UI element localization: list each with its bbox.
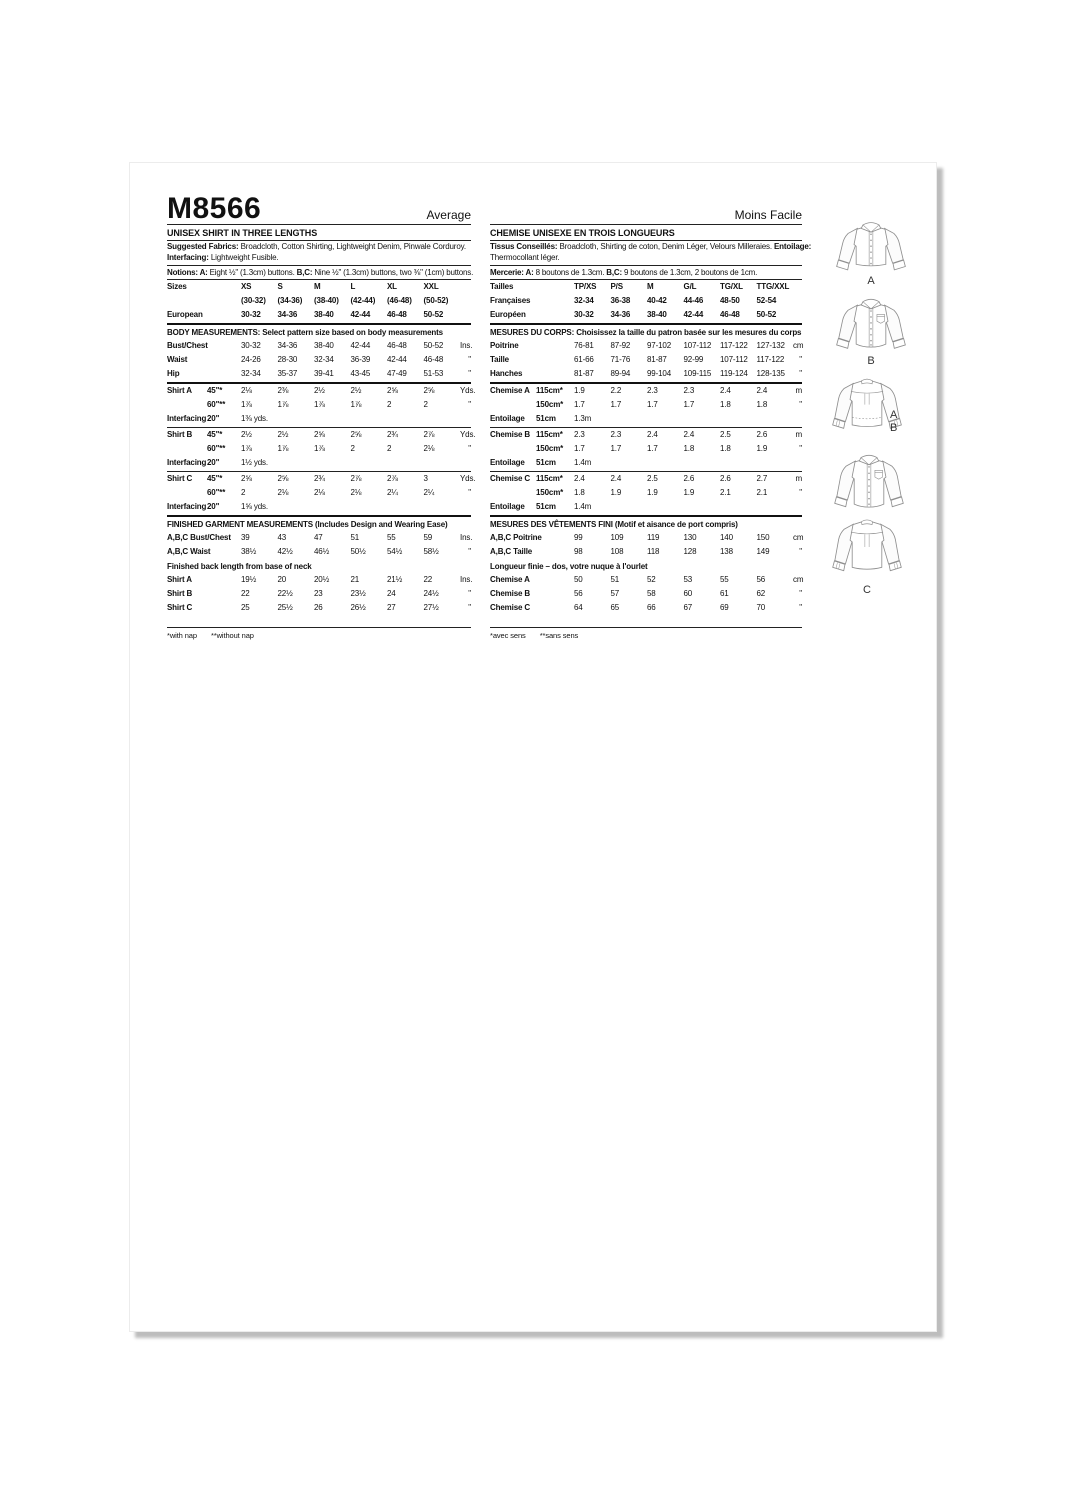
table-row: Shirt B 45"* 2½ 2½ 2⅝ 2⅝ 2¾ 2⅞ Yds. xyxy=(167,430,476,439)
english-footnote: *with nap **without nap xyxy=(167,631,254,640)
finished-garment-header: FINISHED GARMENT MEASUREMENTS (Includes Design and Wearing Ease) xyxy=(167,520,448,529)
table-row: Interfacing 20" 1½ yds. xyxy=(167,458,268,467)
french-sizes-table xyxy=(490,280,802,325)
shirt-b-yardage xyxy=(167,428,476,472)
divider xyxy=(490,627,802,628)
table-row: Chemise A 50 51 52 53 55 56 cm xyxy=(490,575,804,584)
shirt-c-yardage xyxy=(167,472,476,517)
table-row: Shirt A 19½ 20 20½ 21 21½ 22 Ins. xyxy=(167,575,473,584)
table-row: European 30-32 34-36 38-40 42-44 46-48 50-52 xyxy=(167,310,444,319)
table-row: Interfacing 20" 1⅜ yds. xyxy=(167,414,268,423)
table-row: Entoilage 51cm 1.4m xyxy=(490,458,592,467)
longueur-finie-header: Longueur finie – dos, votre nuque à l'ourlet xyxy=(490,562,648,571)
french-body-table xyxy=(490,339,802,384)
table-row: Chemise C 115cm* 2.4 2.4 2.5 2.6 2.6 2.7 m xyxy=(490,474,802,483)
suggested-fabrics-line: Suggested Fabrics: Broadcloth, Cotton Shirting, Lightweight Denim, Pinwale Corduroy. xyxy=(167,242,466,251)
table-row: Chemise C 64 65 66 67 69 70 " xyxy=(490,603,802,612)
shirt-b-front-drawing xyxy=(832,294,910,356)
shirt-b-front-illustration xyxy=(832,294,910,368)
view-c-label: C xyxy=(863,584,871,596)
table-row: Françaises 32-34 36-38 40-42 44-46 48-50 52-54 xyxy=(490,296,777,305)
french-header xyxy=(490,191,802,225)
english-header xyxy=(167,191,471,225)
back-label-a: A xyxy=(890,409,898,421)
table-row: 60"** 1⅞ 1⅞ 1⅞ 2 2 2⅛ " xyxy=(207,444,471,453)
table-row: Shirt C 25 25½ 26 26½ 27 27½ " xyxy=(167,603,471,612)
table-row: 150cm* 1.7 1.7 1.7 1.8 1.8 1.9 " xyxy=(536,444,802,453)
french-title: CHEMISE UNISEXE EN TROIS LONGUEURS xyxy=(490,225,802,241)
view-a-label: A xyxy=(867,275,875,287)
french-footnote: *avec sens **sans sens xyxy=(490,631,579,640)
table-row: Shirt A 45"* 2⅛ 2⅜ 2½ 2½ 2⅝ 2⅝ Yds. xyxy=(167,386,476,395)
mesures-du-corps-header: MESURES DU CORPS: Choisissez la taille du patron basée sur les mesures du corps xyxy=(490,328,802,337)
difficulty-french: Moins Facile xyxy=(734,208,802,222)
table-row: Shirt B 22 22½ 23 23½ 24 24½ " xyxy=(167,589,471,598)
shirt-a-front-drawing xyxy=(832,217,910,277)
table-row: Shirt C 45"* 2⅝ 2⅝ 2¾ 2⅞ 2⅞ 3 Yds. xyxy=(167,474,476,483)
pattern-code: M8566 xyxy=(167,192,262,225)
pattern-envelope-back xyxy=(129,162,937,1332)
table-row: (30-32) (34-36) (38-40) (42-44) (46-48) (50-52) xyxy=(241,296,449,305)
back-view-labels xyxy=(890,409,897,435)
notions-line: Notions: A: Eight ½" (1.3cm) buttons. B,C: Nine ½" (1.3cm) buttons, two ⅜" (1cm) buttons. xyxy=(167,266,471,280)
english-fabrics-block xyxy=(167,241,471,266)
shirt-ab-back-illustration xyxy=(828,373,906,443)
table-row: Interfacing 20" 1⅝ yds. xyxy=(167,502,268,511)
shirt-a-yardage xyxy=(167,384,476,428)
table-row: Entoilage 51cm 1.4m xyxy=(490,502,592,511)
table-row: Chemise B 115cm* 2.3 2.3 2.4 2.4 2.5 2.6 m xyxy=(490,430,802,439)
body-measurements-header: BODY MEASUREMENTS: Select pattern size based on body measurements xyxy=(167,328,443,337)
table-row: A,B,C Poitrine 99 109 119 130 140 150 cm xyxy=(490,533,804,542)
shirt-c-back-illustration xyxy=(828,514,906,596)
table-row: 60"** 1⅞ 1⅞ 1⅞ 1⅞ 2 2 " xyxy=(207,400,471,409)
english-back-length-table xyxy=(167,573,471,615)
table-row: 150cm* 1.8 1.9 1.9 1.9 2.1 2.1 " xyxy=(536,488,802,497)
french-back-length-table xyxy=(490,573,802,615)
difficulty-english: Average xyxy=(426,208,471,222)
table-row: Hip 32-34 35-37 39-41 43-45 47-49 51-53 " xyxy=(167,369,471,378)
table-row: A,B,C Waist 38½ 42½ 46½ 50½ 54½ 58½ " xyxy=(167,547,471,556)
english-body-table xyxy=(167,339,471,384)
back-label-b: B xyxy=(890,422,898,434)
shirt-c-front-illustration xyxy=(830,450,908,518)
table-row: Européen 30-32 34-36 38-40 42-44 46-48 50-52 xyxy=(490,310,777,319)
shirt-c-front-drawing xyxy=(830,450,908,516)
chemise-b-metrage xyxy=(490,428,802,472)
table-row: Sizes XS S M L XL XXL xyxy=(167,282,439,291)
view-b-label: B xyxy=(867,355,875,367)
shirt-c-back-drawing xyxy=(828,514,906,580)
table-row: Hanches 81-87 89-94 99-104 109-115 119-124 128-135 " xyxy=(490,369,802,378)
french-column xyxy=(490,191,812,640)
entoilage-line: Thermocollant léger. xyxy=(490,252,560,262)
chemise-a-metrage xyxy=(490,384,802,428)
mercerie-line: Mercerie: A: 8 boutons de 1.3cm. B,C: 9 boutons de 1.3cm, 2 boutons de 1cm. xyxy=(490,266,802,280)
vetements-fini-header: MESURES DES VÊTEMENTS FINI (Motif et aisance de port compris) xyxy=(490,520,738,529)
english-title: UNISEX SHIRT IN THREE LENGTHS xyxy=(167,225,471,241)
table-row: 60"** 2 2⅛ 2⅛ 2⅛ 2¼ 2¼ " xyxy=(207,488,471,497)
english-finished-table xyxy=(167,531,471,559)
shirt-a-front-illustration xyxy=(832,217,910,289)
french-fabrics-block xyxy=(490,241,812,266)
table-row: Waist 24-26 28-30 32-34 36-39 42-44 46-48 " xyxy=(167,355,471,364)
table-row: Chemise B 56 57 58 60 61 62 " xyxy=(490,589,802,598)
french-finished-table xyxy=(490,531,802,559)
table-row: 150cm* 1.7 1.7 1.7 1.7 1.8 1.8 " xyxy=(536,400,802,409)
table-row: A,B,C Bust/Chest 39 43 47 51 55 59 Ins. xyxy=(167,533,473,542)
tissus-conseilles-line: Tissus Conseillés: Broadcloth, Shirting de coton, Denim Léger, Velours Milleraies. Entoilage: xyxy=(490,242,812,251)
english-sizes-table xyxy=(167,280,471,325)
table-row: Taille 61-66 71-76 81-87 92-99 107-112 117-122 " xyxy=(490,355,802,364)
english-column xyxy=(167,191,476,640)
table-row: Poitrine 76-81 87-92 97-102 107-112 117-122 127-132 cm xyxy=(490,341,804,350)
divider xyxy=(167,627,471,628)
interfacing-line: Interfacing: Lightweight Fusible. xyxy=(167,252,279,262)
table-row: Bust/Chest 30-32 34-36 38-40 42-44 46-48 50-52 Ins. xyxy=(167,341,473,350)
table-row: Tailles TP/XS P/S M G/L TG/XL TTG/XXL xyxy=(490,282,790,291)
table-row: A,B,C Taille 98 108 118 128 138 149 " xyxy=(490,547,802,556)
table-row: Entoilage 51cm 1.3m xyxy=(490,414,592,423)
back-length-header: Finished back length from base of neck xyxy=(167,562,312,571)
chemise-c-metrage xyxy=(490,472,802,517)
table-row: Chemise A 115cm* 1.9 2.2 2.3 2.3 2.4 2.4 m xyxy=(490,386,802,395)
